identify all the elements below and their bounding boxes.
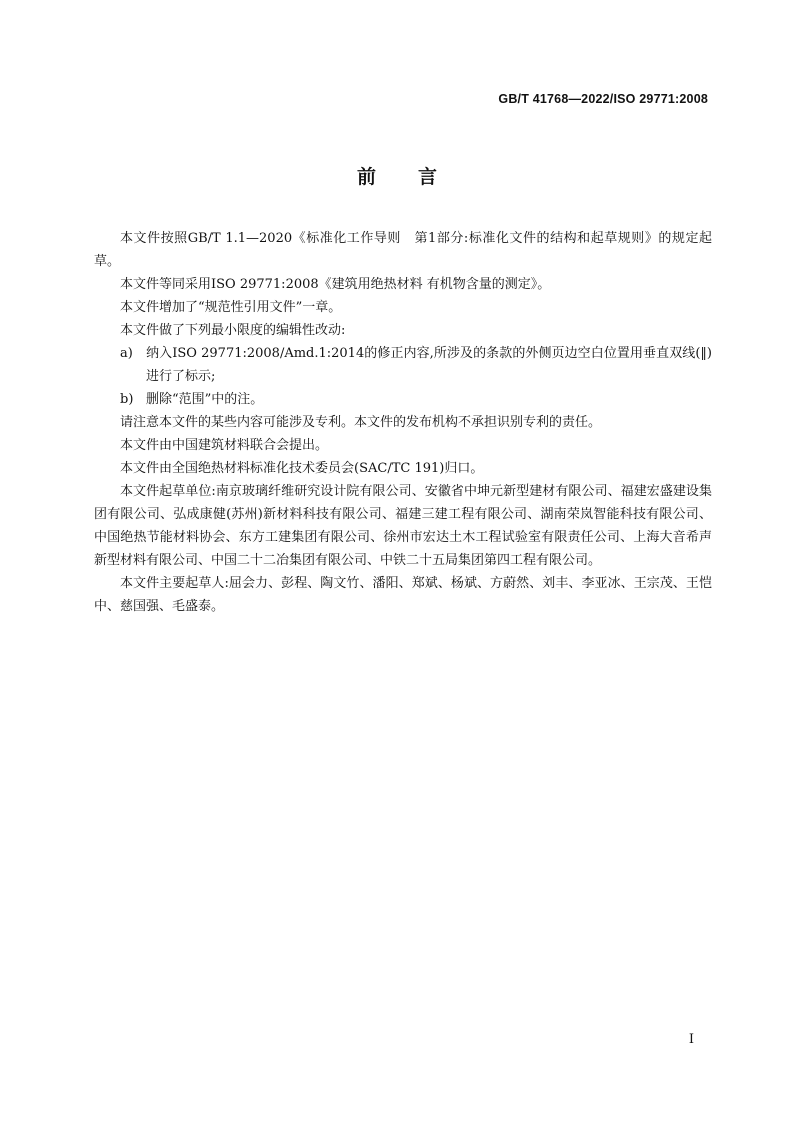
list-marker: b) (120, 392, 134, 407)
paragraph-drafting-units: 本文件起草单位:南京玻璃纤维研究设计院有限公司、安徽省中坤元新型建材有限公司、福建宏盛建设集团有限公司、弘成康健(苏州)新材料科技有限公司、福建三建工程有限公司、湖南荣岚智能科技有限公司、中国绝热节能材料协会、东方工建集团有限公司、徐州市宏达土木工程试验室有限责任公司、上海大音希声新型材料有限公司、中国二十二冶集团有限公司、中铁二十五局集团第四工程有限公司。 (94, 484, 712, 568)
paragraph-patent-notice: 请注意本文件的某些内容可能涉及专利。本文件的发布机构不承担识别专利的责任。 (120, 415, 602, 430)
list-item-text: 纳入ISO 29771:2008/Amd.1:2014的修正内容,所涉及的条款的外侧页边空白位置用垂直双线(‖)进行了标示; (146, 346, 712, 384)
foreword-body (94, 227, 712, 618)
list-marker: a) (120, 346, 133, 361)
list-item (94, 388, 712, 411)
paragraph-editorial-changes: 本文件做了下列最小限度的编辑性改动: (120, 323, 346, 338)
list-item (94, 342, 712, 388)
paragraph-proposer: 本文件由中国建筑材料联合会提出。 (120, 438, 329, 453)
paragraph-added-chapter: 本文件增加了“规范性引用文件”一章。 (120, 300, 342, 315)
paragraph-drafters: 本文件主要起草人:屈会力、彭程、陶文竹、潘阳、郑斌、杨斌、方蔚然、刘丰、李亚冰、王宗茂、王恺中、慈国强、毛盛泰。 (94, 576, 712, 614)
paragraph-committee: 本文件由全国绝热材料标准化技术委员会(SAC/TC 191)归口。 (120, 461, 484, 476)
standard-number: GB/T 41768—2022/ISO 29771:2008 (498, 92, 708, 106)
list-item-text: 删除“范围”中的注。 (146, 392, 264, 407)
paragraph-equivalence: 本文件等同采用ISO 29771:2008《建筑用绝热材料 有机物含量的测定》。 (120, 277, 551, 292)
page-title: 前言 (356, 166, 479, 188)
page-number: I (688, 1032, 694, 1047)
paragraph-drafting-rules: 本文件按照GB/T 1.1—2020《标准化工作导则 第1部分:标准化文件的结构和起草规则》的规定起草。 (94, 231, 712, 269)
